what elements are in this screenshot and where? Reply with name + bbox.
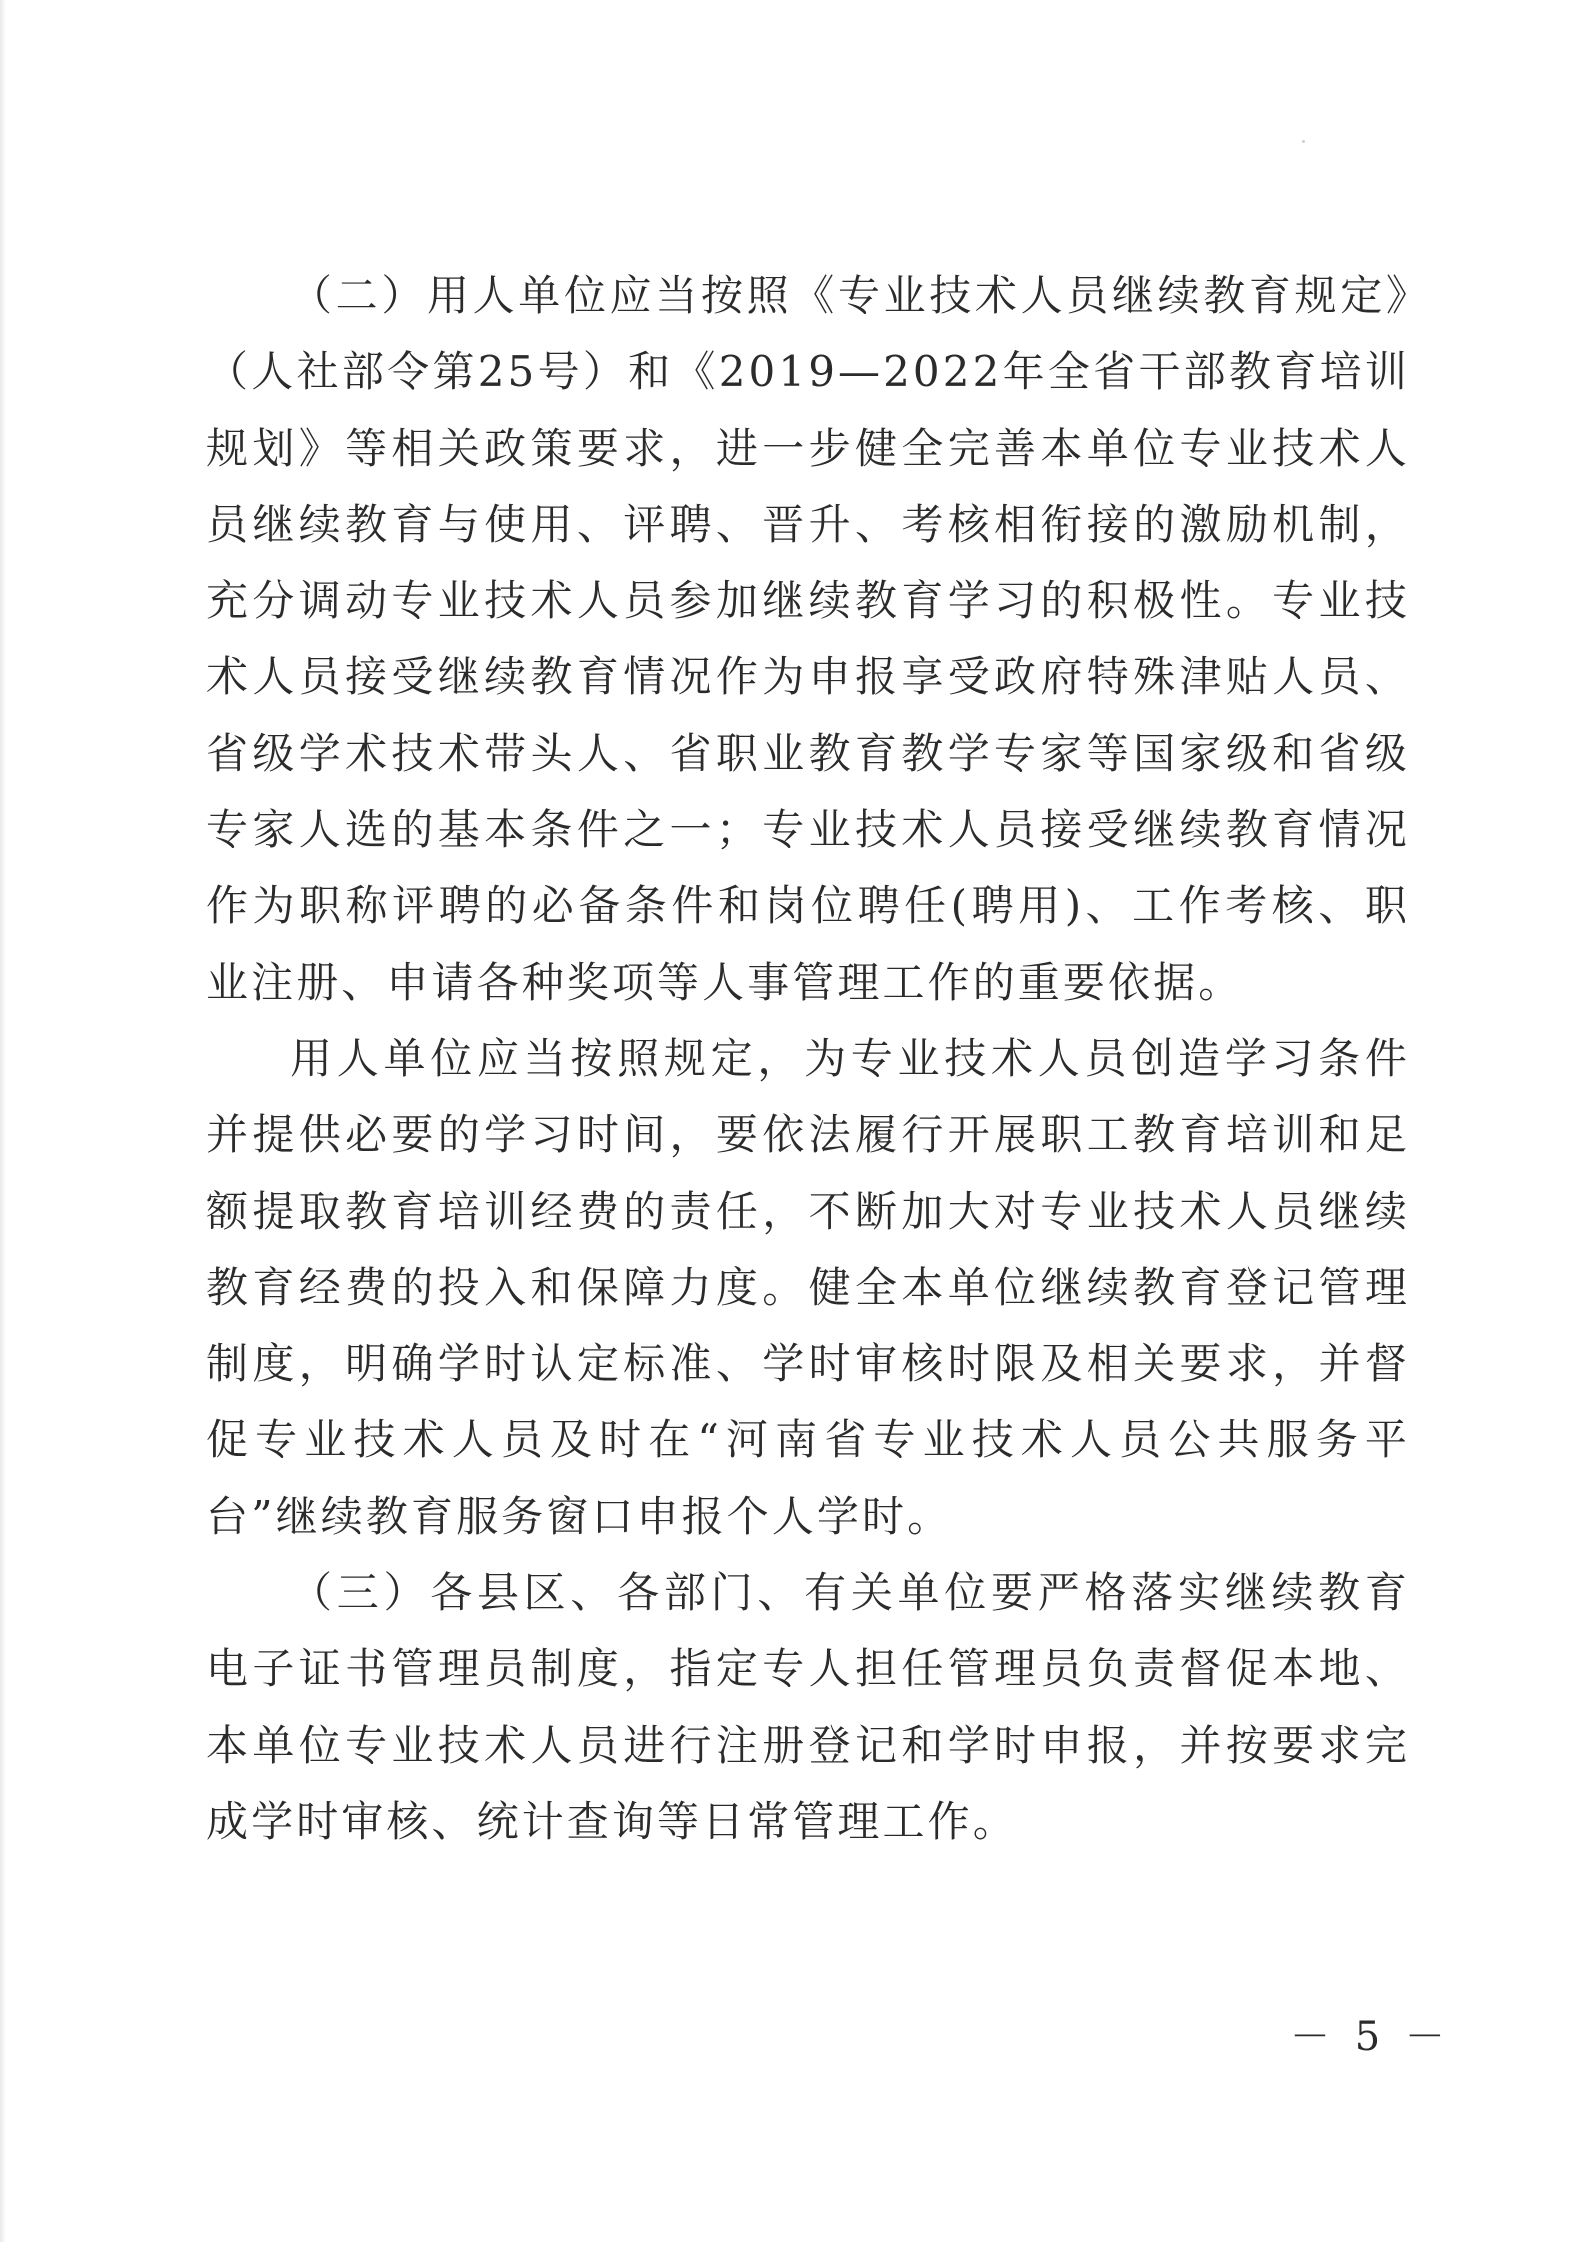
paragraph-section-two: （二）用人单位应当按照《专业技术人员继续教育规定》（人社部令第25号）和《2019—2022年全省干部教育培训规划》等相关政策要求，进一步健全完善本单位专业技术人员继续教育与使用、评聘、晋升、考核相衔接的激励机制，充分调动专业技术人员参加继续教育学习的积极性。专业技术人员接受继续教育情况作为申报享受政府特殊津贴人员、省级学术技术带头人、省职业教育教学专家等国家级和省级专家人选的基本条件之一；专业技术人员接受继续教育情况作为职称评聘的必备条件和岗位聘任(聘用)、工作考核、职业注册、申请各种奖项等人事管理工作的重要依据。 bbox=[206, 271, 1410, 1007]
page-number: － 5 － bbox=[1290, 2014, 1451, 2060]
scan-shadow bbox=[0, 0, 6, 2242]
scan-speck bbox=[1302, 140, 1305, 143]
paragraph-employer-duties: 用人单位应当按照规定，为专业技术人员创造学习条件并提供必要的学习时间，要依法履行开展职工教育培训和足额提取教育培训经费的责任，不断加大对专业技术人员继续教育经费的投入和保障力度。健全本单位继续教育登记管理制度，明确学时认定标准、学时审核时限及相关要求，并督促专业技术人员及时在“河南省专业技术人员公共服务平台”继续教育服务窗口申报个人学时。 bbox=[206, 1033, 1410, 1541]
paragraph-section-three: （三）各县区、各部门、有关单位要严格落实继续教育电子证书管理员制度，指定专人担任管理员负责督促本地、本单位专业技术人员进行注册登记和学时申报，并按要求完成学时审核、统计查询等日常管理工作。 bbox=[206, 1568, 1410, 1846]
document-body bbox=[206, 258, 1410, 1860]
